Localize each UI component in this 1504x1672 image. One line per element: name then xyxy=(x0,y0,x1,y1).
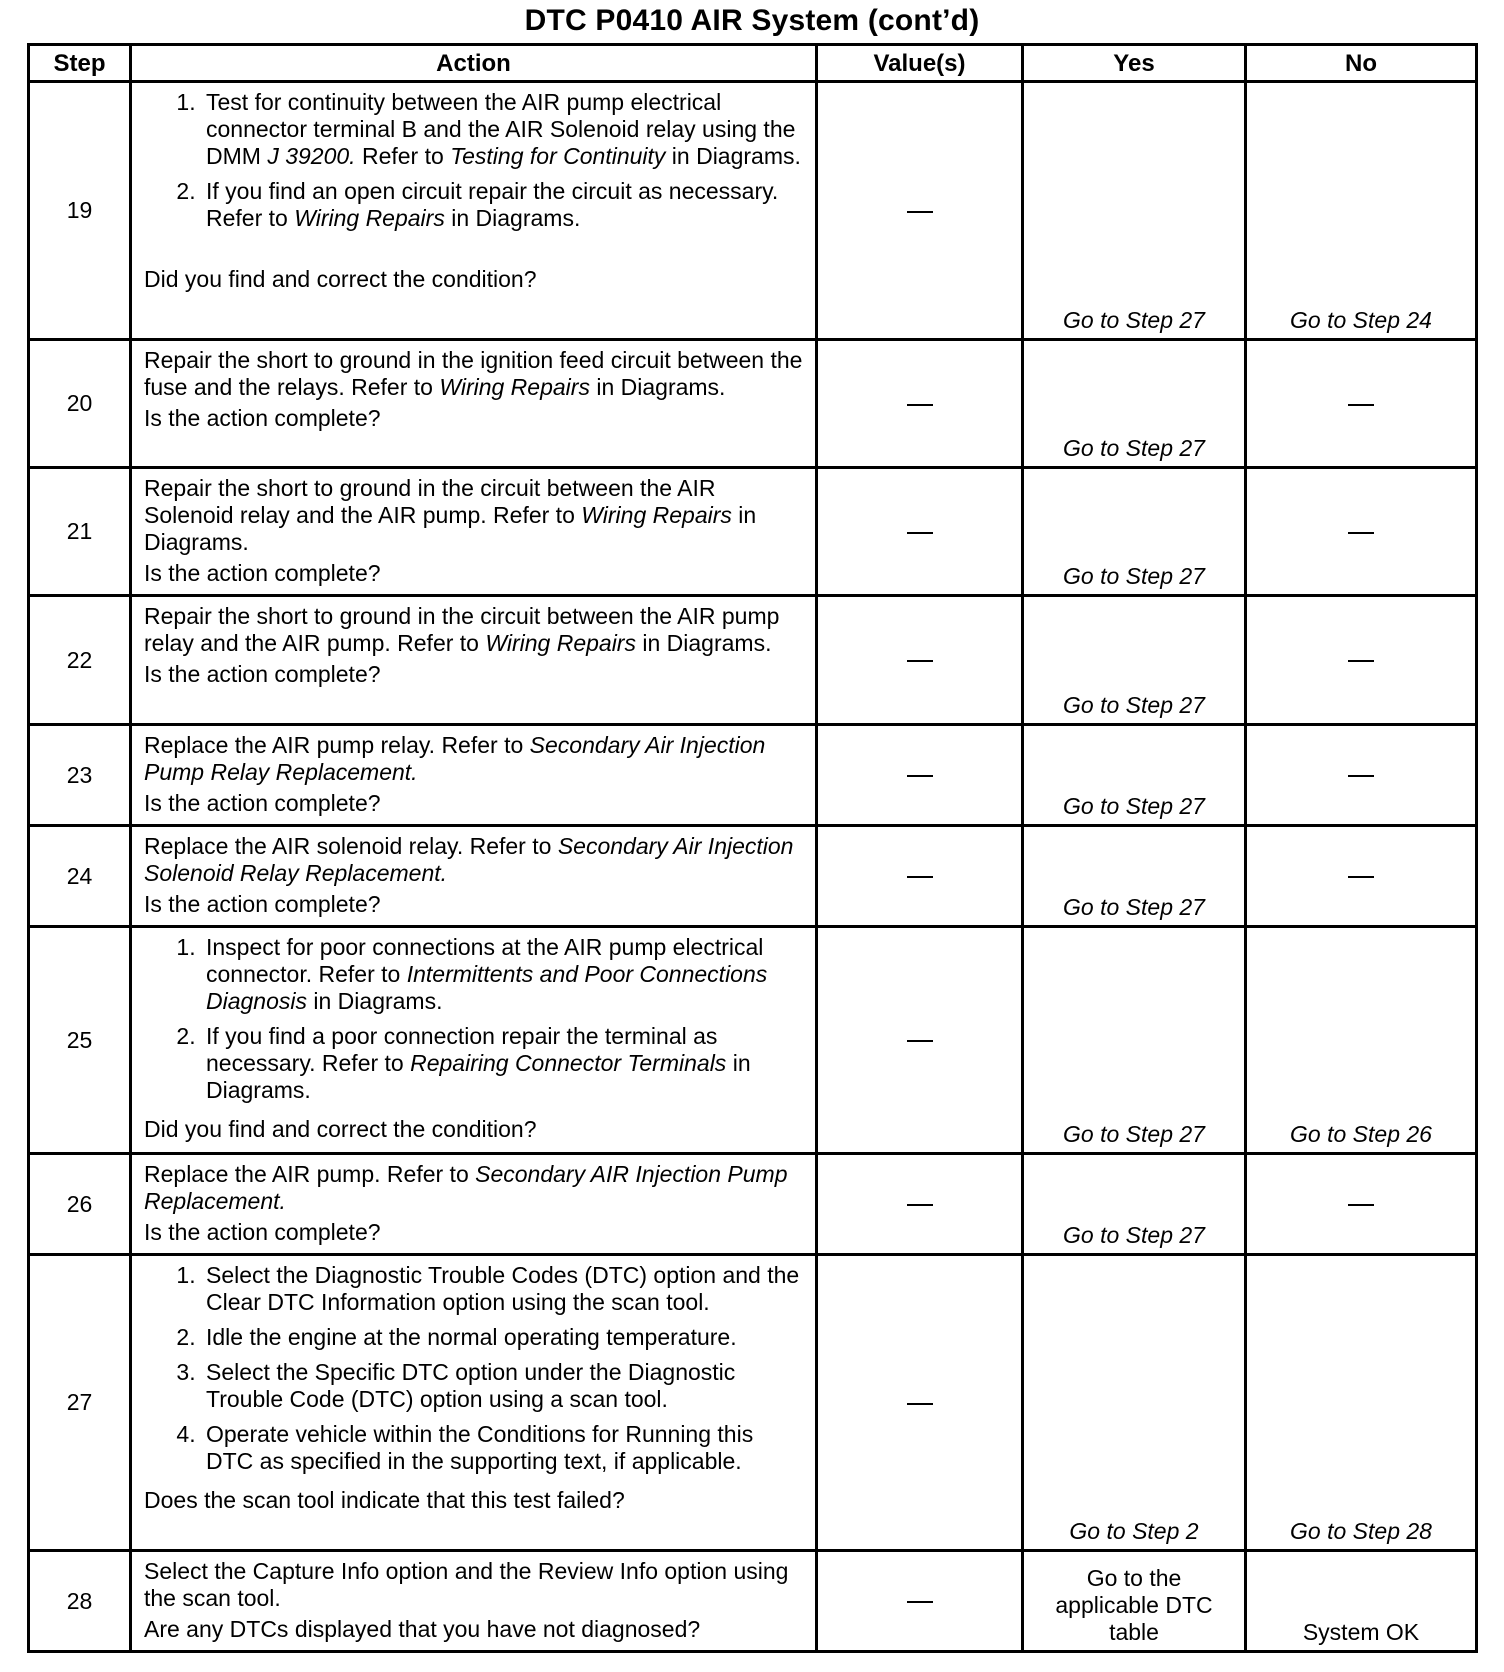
action-question: Is the action complete? xyxy=(144,560,381,586)
step-number: 27 xyxy=(29,1255,131,1551)
yes-cell: Go to Step 27 xyxy=(1023,82,1246,340)
value-cell xyxy=(817,1154,1023,1255)
table-row xyxy=(29,468,1477,596)
yes-cell: Go to Step 27 xyxy=(1023,340,1246,468)
action-question: Is the action complete? xyxy=(144,1219,381,1245)
no-cell xyxy=(1246,725,1477,826)
action-cell xyxy=(131,340,817,468)
dash-mark xyxy=(1348,660,1374,662)
step-number: 28 xyxy=(29,1551,131,1652)
value-cell xyxy=(817,340,1023,468)
table-row xyxy=(29,82,1477,340)
yes-cell: Go to Step 27 xyxy=(1023,826,1246,927)
value-cell xyxy=(817,1551,1023,1652)
header-no: No xyxy=(1246,45,1477,82)
action-cell xyxy=(131,1551,817,1652)
value-cell xyxy=(817,468,1023,596)
table-row xyxy=(29,1154,1477,1255)
action-question: Did you find and correct the condition? xyxy=(144,1116,537,1142)
action-question: Is the action complete? xyxy=(144,405,381,431)
dash-mark xyxy=(1348,532,1374,534)
header-yes: Yes xyxy=(1023,45,1246,82)
yes-cell: Go to Step 2 xyxy=(1023,1255,1246,1551)
step-number: 24 xyxy=(29,826,131,927)
value-cell xyxy=(817,82,1023,340)
list-item: 1. Select the Diagnostic Trouble Codes (DTC) option and the Clear DTC Information option using the scan tool. xyxy=(202,1262,805,1316)
list-item: 3. Select the Specific DTC option under the Diagnostic Trouble Code (DTC) option using a scan tool. xyxy=(202,1359,805,1413)
action-cell xyxy=(131,826,817,927)
yes-cell: Go to the applicable DTC table xyxy=(1023,1551,1246,1652)
action-cell xyxy=(131,82,817,340)
no-cell: Go to Step 26 xyxy=(1246,927,1477,1154)
step-number: 23 xyxy=(29,725,131,826)
action-text: Repair the short to ground in the circuit between the AIR pump relay and the AIR pump. Refer to Wiring Repairs in Diagrams. xyxy=(144,603,780,656)
yes-cell: Go to Step 27 xyxy=(1023,468,1246,596)
action-text: Replace the AIR pump relay. Refer to Secondary Air Injection Pump Relay Replacement. xyxy=(144,732,766,785)
table-row xyxy=(29,826,1477,927)
action-question: Is the action complete? xyxy=(144,891,381,917)
step-number: 26 xyxy=(29,1154,131,1255)
step-number: 20 xyxy=(29,340,131,468)
dash-mark xyxy=(907,775,933,777)
list-item: 2. If you find a poor connection repair the terminal as necessary. Refer to Repairing Connector Terminals in Diagrams. xyxy=(202,1023,805,1104)
page-title: DTC P0410 AIR System (cont’d) xyxy=(524,4,980,37)
dash-mark xyxy=(1348,775,1374,777)
value-cell xyxy=(817,725,1023,826)
dash-mark xyxy=(907,660,933,662)
table-row xyxy=(29,340,1477,468)
action-text: Replace the AIR pump. Refer to Secondary AIR Injection Pump Replacement. xyxy=(144,1161,788,1214)
dash-mark xyxy=(1348,404,1374,406)
step-number: 25 xyxy=(29,927,131,1154)
dash-mark xyxy=(907,404,933,406)
action-cell xyxy=(131,1255,817,1551)
yes-cell: Go to Step 27 xyxy=(1023,1154,1246,1255)
dash-mark xyxy=(907,1601,933,1603)
diagnostic-table xyxy=(27,43,1478,1653)
action-text: Select the Capture Info option and the Review Info option using the scan tool. xyxy=(144,1558,789,1611)
no-cell xyxy=(1246,468,1477,596)
value-cell xyxy=(817,1255,1023,1551)
dash-mark xyxy=(907,211,933,213)
step-number: 22 xyxy=(29,596,131,725)
table-row xyxy=(29,927,1477,1154)
action-cell xyxy=(131,468,817,596)
no-cell: System OK xyxy=(1246,1551,1477,1652)
action-cell xyxy=(131,725,817,826)
step-number: 19 xyxy=(29,82,131,340)
no-cell xyxy=(1246,826,1477,927)
list-item: 4. Operate vehicle within the Conditions for Running this DTC as specified in the supporting text, if applicable. xyxy=(202,1421,805,1475)
dash-mark xyxy=(907,1403,933,1405)
action-text: Replace the AIR solenoid relay. Refer to Secondary Air Injection Solenoid Relay Replacement. xyxy=(144,833,794,886)
header-action: Action xyxy=(131,45,817,82)
dash-mark xyxy=(1348,1204,1374,1206)
dash-mark xyxy=(907,1204,933,1206)
action-question: Is the action complete? xyxy=(144,661,381,687)
table-row xyxy=(29,1551,1477,1652)
step-number: 21 xyxy=(29,468,131,596)
dash-mark xyxy=(907,1040,933,1042)
no-cell: Go to Step 24 xyxy=(1246,82,1477,340)
action-text: Repair the short to ground in the circuit between the AIR Solenoid relay and the AIR pump. Refer to Wiring Repairs in Diagrams. xyxy=(144,475,757,555)
header-values: Value(s) xyxy=(817,45,1023,82)
value-cell xyxy=(817,826,1023,927)
table-row xyxy=(29,596,1477,725)
no-cell: Go to Step 28 xyxy=(1246,1255,1477,1551)
yes-cell: Go to Step 27 xyxy=(1023,596,1246,725)
dash-mark xyxy=(1348,876,1374,878)
action-cell xyxy=(131,596,817,725)
action-cell xyxy=(131,927,817,1154)
dash-mark xyxy=(907,532,933,534)
no-cell xyxy=(1246,340,1477,468)
no-cell xyxy=(1246,1154,1477,1255)
yes-cell: Go to Step 27 xyxy=(1023,725,1246,826)
action-text: Repair the short to ground in the ignition feed circuit between the fuse and the relays. Refer to Wiring Repairs in Diagrams. xyxy=(144,347,803,400)
dash-mark xyxy=(907,876,933,878)
list-item: 1. Test for continuity between the AIR pump electrical connector terminal B and the AIR Solenoid relay using the DMM J 39200. Refer to Testing for Continuity in Diagrams. xyxy=(202,89,805,170)
value-cell xyxy=(817,927,1023,1154)
action-question: Did you find and correct the condition? xyxy=(144,266,537,292)
list-item: 1. Inspect for poor connections at the AIR pump electrical connector. Refer to Intermittents and Poor Connections Diagnosis in Diagrams. xyxy=(202,934,805,1015)
table-row xyxy=(29,1255,1477,1551)
header-row xyxy=(29,45,1477,82)
action-question: Is the action complete? xyxy=(144,790,381,816)
action-question: Does the scan tool indicate that this test failed? xyxy=(144,1487,625,1513)
action-question: Are any DTCs displayed that you have not diagnosed? xyxy=(144,1616,701,1642)
list-item: 2. Idle the engine at the normal operating temperature. xyxy=(202,1324,805,1351)
header-step: Step xyxy=(29,45,131,82)
no-cell xyxy=(1246,596,1477,725)
action-cell xyxy=(131,1154,817,1255)
yes-cell: Go to Step 27 xyxy=(1023,927,1246,1154)
value-cell xyxy=(817,596,1023,725)
table-row xyxy=(29,725,1477,826)
list-item: 2. If you find an open circuit repair the circuit as necessary. Refer to Wiring Repairs in Diagrams. xyxy=(202,178,805,232)
